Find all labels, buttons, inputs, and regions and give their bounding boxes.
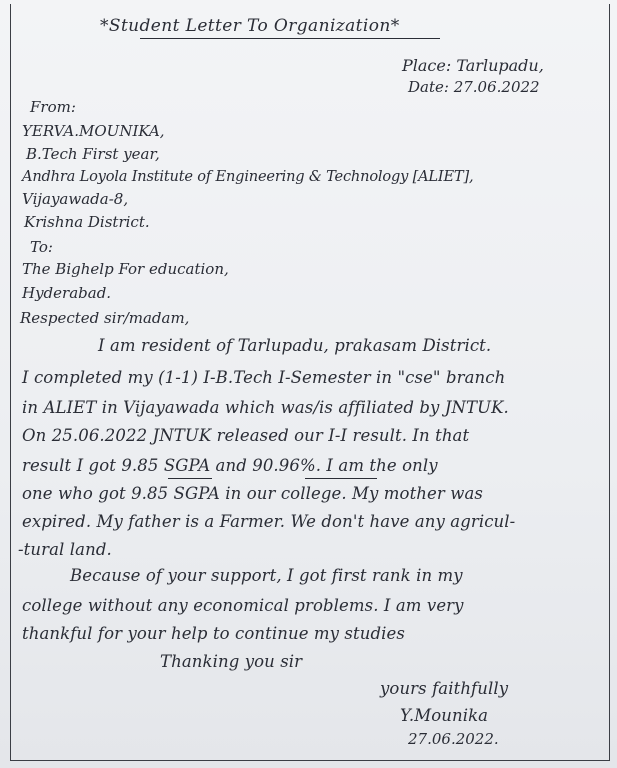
body-line: I am resident of Tarlupadu, prakasam District. bbox=[98, 336, 492, 355]
from-year: B.Tech First year, bbox=[26, 145, 160, 163]
to-organization: The Bighelp For education, bbox=[22, 260, 229, 278]
body-line: thankful for your help to continue my studies bbox=[22, 624, 405, 643]
from-name: YERVA.MOUNIKA, bbox=[22, 122, 165, 140]
body-line: I completed my (1-1) I-B.Tech I-Semester in "cse" branch bbox=[22, 368, 506, 387]
body-line: -tural land. bbox=[18, 540, 112, 559]
from-district: Krishna District. bbox=[24, 213, 150, 231]
place-line: Place: Tarlupadu, bbox=[402, 56, 544, 75]
letter-title: *Student Letter To Organization* bbox=[100, 16, 400, 36]
body-line: college without any economical problems. I am very bbox=[22, 596, 464, 615]
from-institute: Andhra Loyola Institute of Engineering & Technology [ALIET], bbox=[22, 168, 474, 185]
body-line: Because of your support, I got first rank in my bbox=[70, 566, 463, 585]
salutation: Respected sir/madam, bbox=[20, 309, 190, 327]
percent-underline bbox=[305, 478, 377, 479]
body-line: result I got 9.85 SGPA and 90.96%. I am the only bbox=[22, 456, 438, 475]
body-line: expired. My father is a Farmer. We don't have any agricul- bbox=[22, 512, 516, 531]
signature-date: 27.06.2022. bbox=[408, 730, 499, 748]
sgpa-underline bbox=[168, 478, 212, 479]
signature-name: Y.Mounika bbox=[400, 706, 489, 725]
body-line: one who got 9.85 SGPA in our college. My mother was bbox=[22, 484, 483, 503]
to-city: Hyderabad. bbox=[22, 284, 112, 302]
body-line: in ALIET in Vijayawada which was/is affiliated by JNTUK. bbox=[22, 398, 509, 417]
body-line: On 25.06.2022 JNTUK released our I-I result. In that bbox=[22, 426, 470, 445]
from-city: Vijayawada-8, bbox=[22, 190, 129, 208]
closing-line: yours faithfully bbox=[380, 679, 509, 698]
from-label: From: bbox=[30, 98, 76, 116]
date-line: Date: 27.06.2022 bbox=[408, 78, 540, 96]
title-underline bbox=[140, 38, 440, 39]
to-label: To: bbox=[30, 238, 53, 256]
thanking-line: Thanking you sir bbox=[160, 652, 303, 671]
